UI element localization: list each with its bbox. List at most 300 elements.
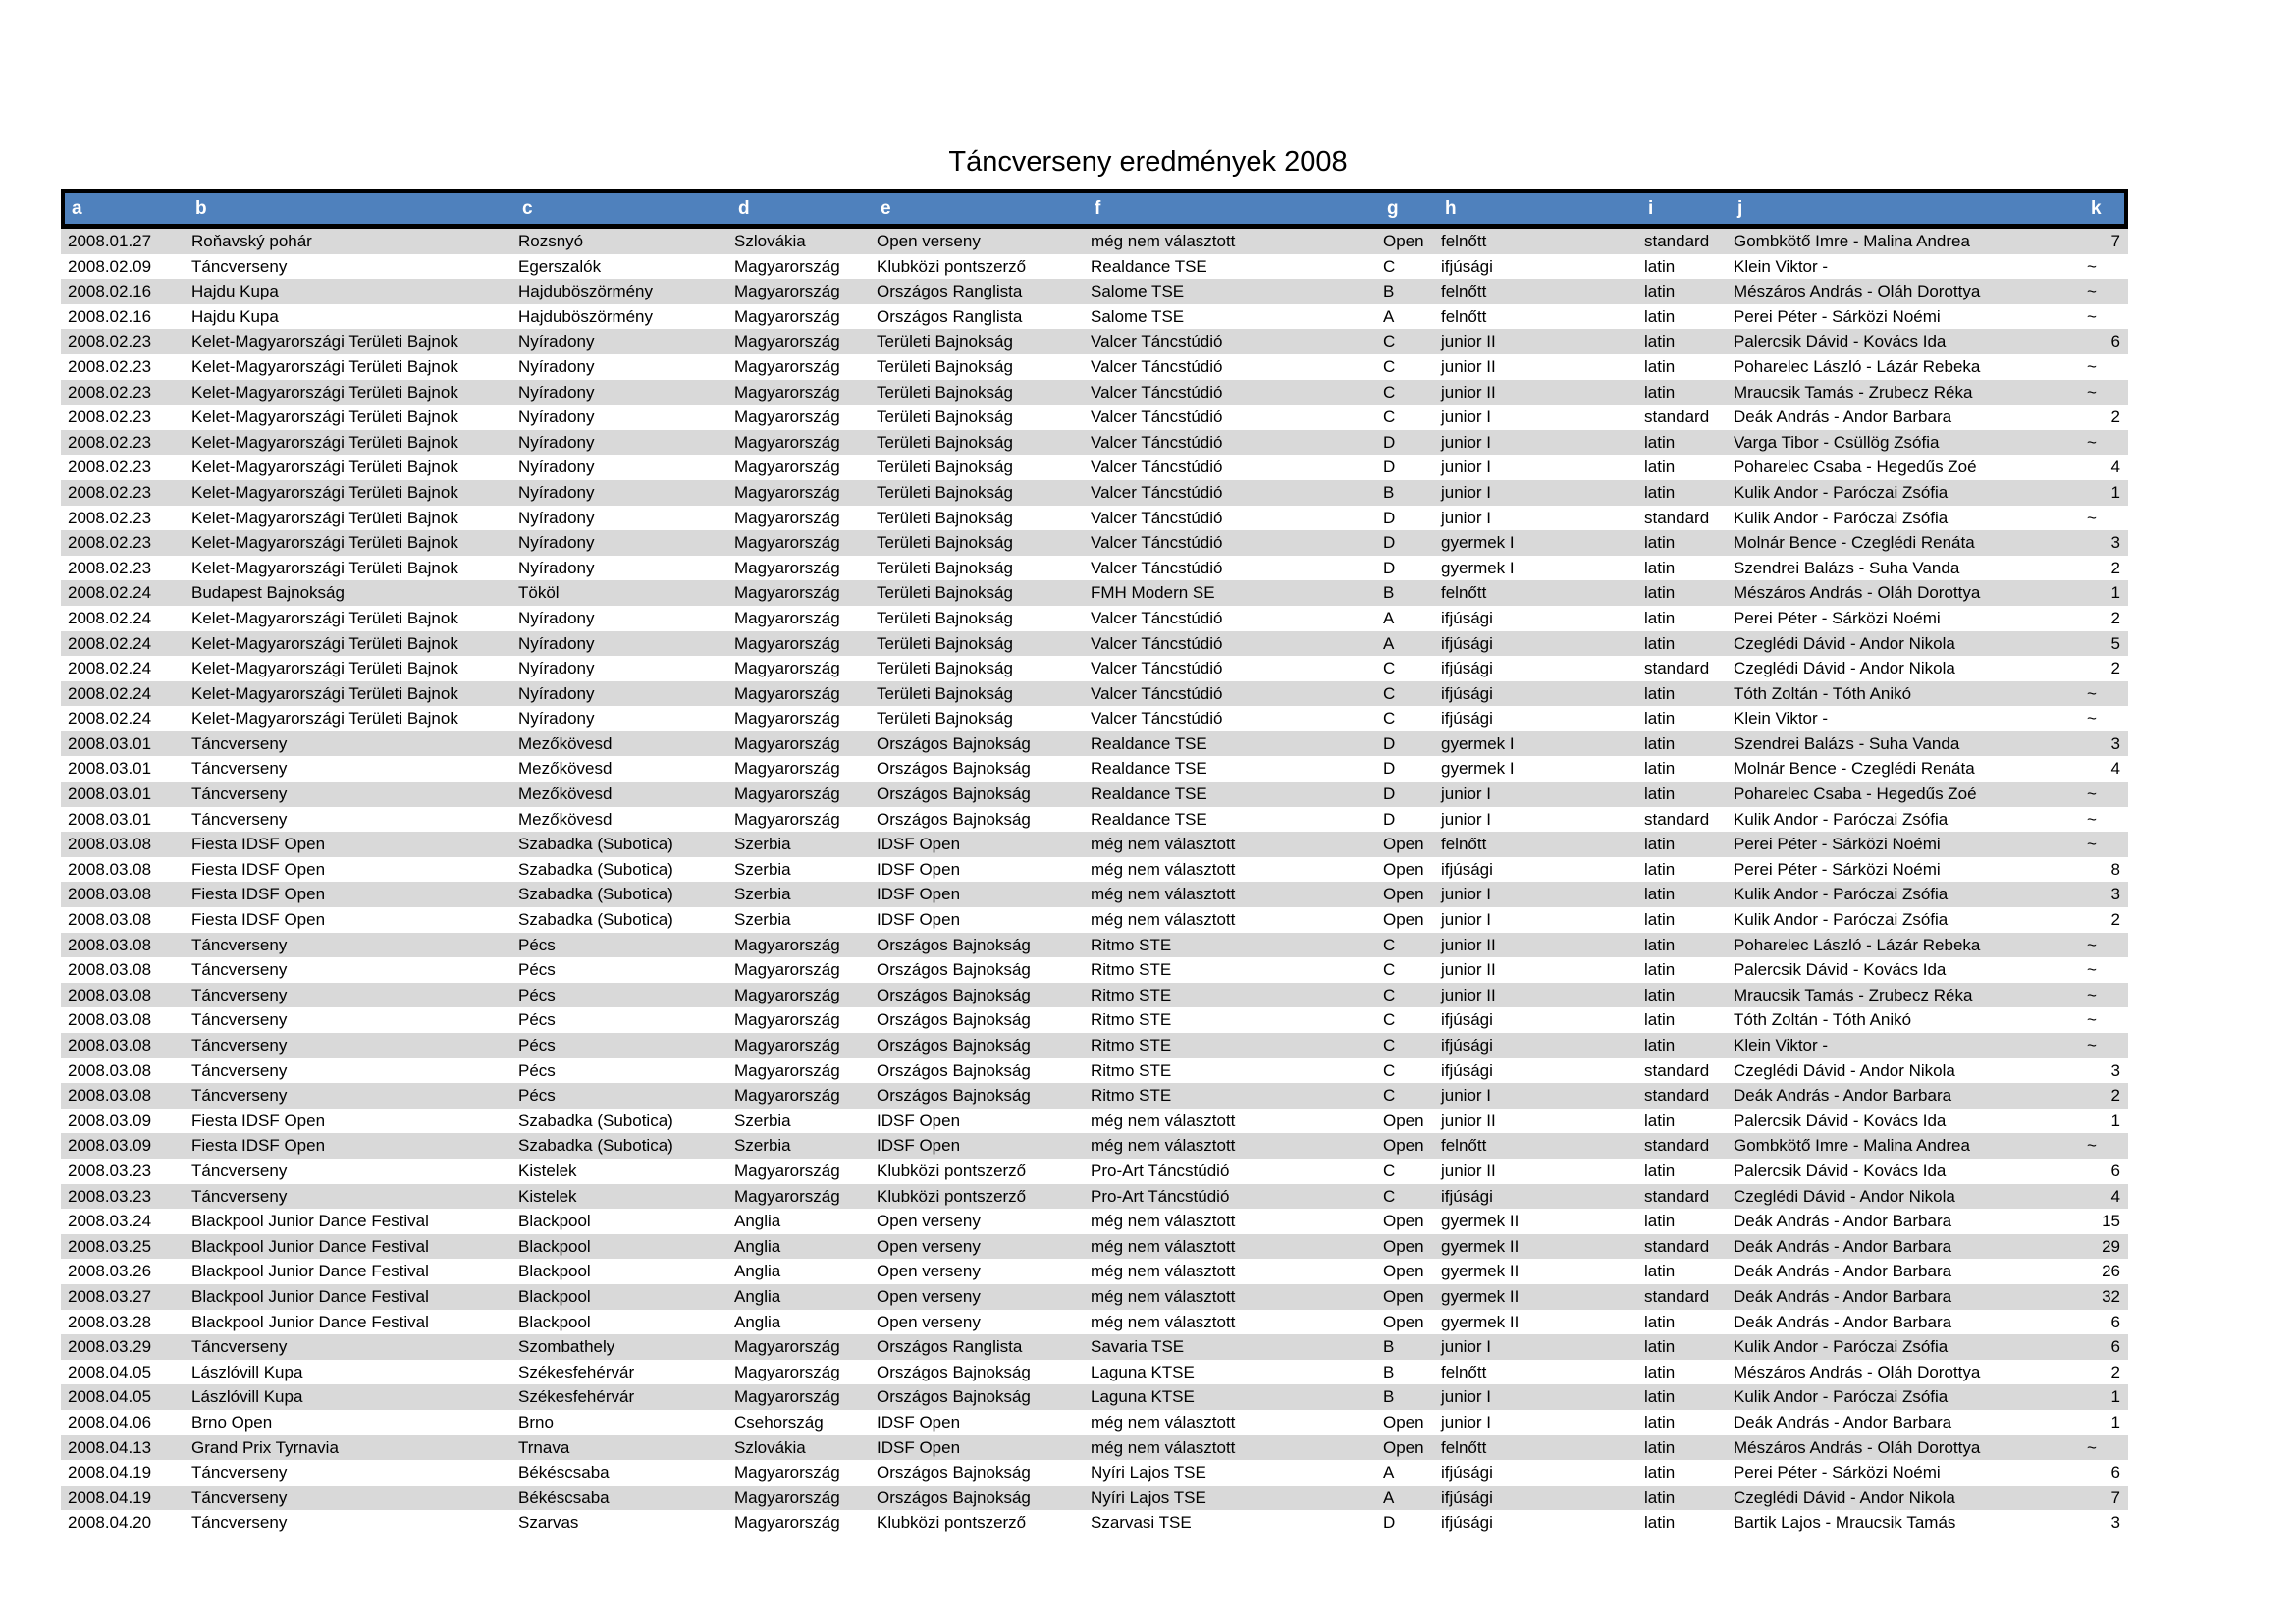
cell-h: junior II <box>1441 382 1496 402</box>
cell-d: Magyarország <box>734 1010 840 1030</box>
cell-a: 2008.01.27 <box>68 232 152 250</box>
table-row <box>61 304 2128 330</box>
cell-f: Valcer Táncstúdió <box>1091 382 1223 402</box>
cell-f: Ritmo STE <box>1091 1086 1172 1106</box>
cell-d: Magyarország <box>734 533 840 553</box>
cell-f: Salome TSE <box>1091 282 1185 301</box>
cell-g: B <box>1383 282 1395 301</box>
cell-i: latin <box>1644 885 1676 904</box>
cell-c: Pécs <box>518 960 556 980</box>
cell-a: 2008.04.05 <box>68 1362 152 1381</box>
cell-d: Szerbia <box>734 859 791 879</box>
cell-c: Nyíradony <box>518 432 595 452</box>
cell-g: C <box>1383 960 1396 980</box>
cell-g: C <box>1383 1161 1396 1180</box>
cell-f: még nem választott <box>1091 1236 1236 1256</box>
cell-e: Területi Bajnokság <box>877 332 1013 352</box>
cell-g: D <box>1383 759 1396 779</box>
table-row <box>61 229 2128 254</box>
cell-c: Rozsnyó <box>518 232 584 250</box>
table-row <box>61 1310 2128 1335</box>
table-row <box>61 1435 2128 1461</box>
cell-k: 2 <box>2110 558 2120 577</box>
cell-i: latin <box>1644 1437 1676 1457</box>
cell-b: Brno Open <box>191 1412 273 1432</box>
cell-a: 2008.03.08 <box>68 985 152 1004</box>
cell-j: Kulik Andor - Paróczai Zsófia <box>1734 809 1949 829</box>
cell-h: ifjúsági <box>1441 709 1493 729</box>
cell-e: IDSF Open <box>877 1437 961 1457</box>
cell-f: még nem választott <box>1091 1286 1236 1306</box>
cell-b: Kelet-Magyarországi Területi Bajnok <box>191 608 458 627</box>
cell-c: Nyíradony <box>518 533 595 553</box>
cell-b: Táncverseny <box>191 1513 288 1533</box>
cell-g: Open <box>1383 1110 1424 1130</box>
cell-b: Kelet-Magyarországi Területi Bajnok <box>191 533 458 553</box>
cell-i: latin <box>1644 432 1676 452</box>
cell-e: Országos Bajnokság <box>877 733 1031 753</box>
cell-c: Szabadka (Subotica) <box>518 1136 673 1156</box>
cell-h: felnőtt <box>1441 583 1487 603</box>
cell-k: 4 <box>2110 458 2120 477</box>
cell-j: Deák András - Andor Barbara <box>1734 1312 1952 1331</box>
cell-b: Táncverseny <box>191 1463 288 1483</box>
cell-k: 7 <box>2110 232 2120 250</box>
cell-e: Országos Bajnokság <box>877 759 1031 779</box>
cell-b: Táncverseny <box>191 1488 288 1507</box>
cell-f: Valcer Táncstúdió <box>1091 633 1223 653</box>
cell-i: standard <box>1644 1286 1710 1306</box>
cell-d: Magyarország <box>734 633 840 653</box>
cell-a: 2008.02.16 <box>68 306 152 326</box>
cell-f: még nem választott <box>1091 232 1236 250</box>
cell-b: Lászlóvill Kupa <box>191 1362 303 1381</box>
cell-k: 1 <box>2110 583 2120 603</box>
cell-f: Valcer Táncstúdió <box>1091 659 1223 678</box>
cell-h: junior I <box>1441 508 1492 527</box>
cell-c: Nyíradony <box>518 382 595 402</box>
cell-b: Kelet-Magyarországi Területi Bajnok <box>191 633 458 653</box>
cell-k: 15 <box>2102 1212 2120 1231</box>
cell-e: Klubközi pontszerző <box>877 1161 1027 1180</box>
cell-k: 7 <box>2110 1488 2120 1507</box>
cell-d: Szlovákia <box>734 232 806 250</box>
cell-g: Open <box>1383 1437 1424 1457</box>
table-row <box>61 1384 2128 1410</box>
cell-i: latin <box>1644 533 1676 553</box>
column-header-c: c <box>522 197 533 219</box>
cell-e: Országos Bajnokság <box>877 809 1031 829</box>
cell-g: C <box>1383 1186 1396 1206</box>
cell-h: ifjúsági <box>1441 256 1493 276</box>
table-row <box>61 631 2128 657</box>
cell-a: 2008.04.19 <box>68 1463 152 1483</box>
cell-k: ~ <box>2087 1036 2097 1055</box>
cell-a: 2008.03.23 <box>68 1186 152 1206</box>
table-body <box>61 229 2128 1536</box>
cell-c: Trnava <box>518 1437 570 1457</box>
cell-f: Valcer Táncstúdió <box>1091 432 1223 452</box>
cell-d: Magyarország <box>734 356 840 376</box>
cell-k: ~ <box>2087 709 2097 729</box>
cell-f: Realdance TSE <box>1091 256 1207 276</box>
cell-k: 1 <box>2110 1387 2120 1407</box>
cell-j: Czeglédi Dávid - Andor Nikola <box>1734 1186 1955 1206</box>
cell-h: junior I <box>1441 407 1492 427</box>
cell-a: 2008.03.01 <box>68 809 152 829</box>
cell-c: Szabadka (Subotica) <box>518 910 673 930</box>
cell-g: Open <box>1383 1286 1424 1306</box>
cell-d: Magyarország <box>734 432 840 452</box>
cell-g: Open <box>1383 232 1424 250</box>
cell-c: Nyíradony <box>518 683 595 703</box>
cell-d: Magyarország <box>734 306 840 326</box>
cell-b: Táncverseny <box>191 1186 288 1206</box>
cell-g: C <box>1383 407 1396 427</box>
cell-b: Táncverseny <box>191 960 288 980</box>
cell-g: C <box>1383 356 1396 376</box>
cell-j: Czeglédi Dávid - Andor Nikola <box>1734 659 1955 678</box>
cell-f: Valcer Táncstúdió <box>1091 709 1223 729</box>
cell-j: Palercsik Dávid - Kovács Ida <box>1734 1161 1947 1180</box>
cell-g: C <box>1383 1010 1396 1030</box>
cell-i: latin <box>1644 733 1676 753</box>
cell-i: latin <box>1644 784 1676 804</box>
cell-k: 6 <box>2110 1312 2120 1331</box>
cell-j: Perei Péter - Sárközi Noémi <box>1734 859 1941 879</box>
cell-k: 3 <box>2110 533 2120 553</box>
cell-f: még nem választott <box>1091 1312 1236 1331</box>
cell-h: felnőtt <box>1441 1136 1487 1156</box>
cell-d: Szerbia <box>734 1110 791 1130</box>
cell-e: Területi Bajnokság <box>877 709 1013 729</box>
cell-e: Területi Bajnokság <box>877 432 1013 452</box>
cell-g: A <box>1383 1463 1395 1483</box>
table-row <box>61 380 2128 406</box>
cell-e: Open verseny <box>877 1286 981 1306</box>
table-row <box>61 1334 2128 1360</box>
cell-e: Országos Bajnokság <box>877 935 1031 954</box>
cell-j: Poharelec Csaba - Hegedűs Zoé <box>1734 784 1977 804</box>
cell-d: Magyarország <box>734 382 840 402</box>
cell-k: ~ <box>2087 809 2097 829</box>
cell-b: Fiesta IDSF Open <box>191 1136 326 1156</box>
cell-j: Palercsik Dávid - Kovács Ida <box>1734 960 1947 980</box>
cell-h: junior I <box>1441 432 1492 452</box>
cell-f: Ritmo STE <box>1091 960 1172 980</box>
cell-k: ~ <box>2087 985 2097 1004</box>
cell-d: Magyarország <box>734 282 840 301</box>
cell-g: B <box>1383 1362 1395 1381</box>
cell-h: ifjúsági <box>1441 608 1493 627</box>
cell-a: 2008.03.08 <box>68 835 152 854</box>
cell-b: Táncverseny <box>191 784 288 804</box>
cell-k: ~ <box>2087 432 2097 452</box>
cell-g: D <box>1383 458 1396 477</box>
cell-b: Kelet-Magyarországi Területi Bajnok <box>191 482 458 502</box>
cell-k: ~ <box>2087 1437 2097 1457</box>
cell-a: 2008.04.06 <box>68 1412 152 1432</box>
cell-c: Hajduböszörmény <box>518 282 654 301</box>
cell-d: Anglia <box>734 1212 781 1231</box>
cell-c: Nyíradony <box>518 633 595 653</box>
cell-j: Mészáros András - Oláh Dorottya <box>1734 282 1981 301</box>
cell-f: Valcer Táncstúdió <box>1091 356 1223 376</box>
cell-j: Tóth Zoltán - Tóth Anikó <box>1734 1010 1912 1030</box>
cell-a: 2008.02.24 <box>68 633 152 653</box>
cell-d: Magyarország <box>734 256 840 276</box>
cell-j: Klein Viktor - <box>1734 1036 1829 1055</box>
cell-b: Lászlóvill Kupa <box>191 1387 303 1407</box>
table-row <box>61 1058 2128 1084</box>
cell-h: ifjúsági <box>1441 659 1493 678</box>
cell-j: Perei Péter - Sárközi Noémi <box>1734 1463 1941 1483</box>
cell-b: Táncverseny <box>191 1010 288 1030</box>
cell-d: Magyarország <box>734 1186 840 1206</box>
page-title: Táncverseny eredmények 2008 <box>948 146 1348 178</box>
table-row <box>61 254 2128 280</box>
cell-c: Tököl <box>518 583 560 603</box>
cell-e: Területi Bajnokság <box>877 458 1013 477</box>
cell-e: Területi Bajnokság <box>877 382 1013 402</box>
cell-c: Szombathely <box>518 1337 615 1357</box>
cell-i: latin <box>1644 1010 1676 1030</box>
cell-f: Realdance TSE <box>1091 809 1207 829</box>
cell-d: Magyarország <box>734 683 840 703</box>
cell-a: 2008.03.23 <box>68 1161 152 1180</box>
cell-h: gyermek II <box>1441 1286 1520 1306</box>
cell-e: Területi Bajnokság <box>877 407 1013 427</box>
cell-j: Deák András - Andor Barbara <box>1734 1412 1952 1432</box>
cell-c: Nyíradony <box>518 332 595 352</box>
cell-d: Magyarország <box>734 332 840 352</box>
cell-a: 2008.03.08 <box>68 859 152 879</box>
cell-g: A <box>1383 1488 1395 1507</box>
cell-e: Területi Bajnokság <box>877 659 1013 678</box>
cell-a: 2008.02.24 <box>68 659 152 678</box>
cell-h: gyermek I <box>1441 533 1515 553</box>
cell-b: Táncverseny <box>191 256 288 276</box>
table-row <box>61 1410 2128 1435</box>
cell-b: Fiesta IDSF Open <box>191 859 326 879</box>
cell-j: Varga Tibor - Csüllög Zsófia <box>1734 432 1940 452</box>
column-header-g: g <box>1387 197 1399 219</box>
cell-a: 2008.02.24 <box>68 683 152 703</box>
cell-k: 2 <box>2110 1086 2120 1106</box>
cell-a: 2008.02.24 <box>68 608 152 627</box>
cell-a: 2008.03.09 <box>68 1110 152 1130</box>
cell-i: latin <box>1644 985 1676 1004</box>
cell-d: Anglia <box>734 1286 781 1306</box>
cell-k: 3 <box>2110 885 2120 904</box>
cell-i: latin <box>1644 683 1676 703</box>
table-row <box>61 706 2128 731</box>
cell-j: Kulik Andor - Paróczai Zsófia <box>1734 1387 1949 1407</box>
cell-i: latin <box>1644 633 1676 653</box>
cell-d: Magyarország <box>734 482 840 502</box>
cell-f: még nem választott <box>1091 1412 1236 1432</box>
cell-a: 2008.02.23 <box>68 382 152 402</box>
table-row <box>61 530 2128 556</box>
cell-a: 2008.03.25 <box>68 1236 152 1256</box>
cell-k: ~ <box>2087 960 2097 980</box>
cell-i: latin <box>1644 356 1676 376</box>
cell-j: Molnár Bence - Czeglédi Renáta <box>1734 759 1975 779</box>
cell-k: 3 <box>2110 733 2120 753</box>
cell-e: Open verseny <box>877 1262 981 1281</box>
cell-f: Valcer Táncstúdió <box>1091 608 1223 627</box>
cell-f: Pro-Art Táncstúdió <box>1091 1186 1230 1206</box>
cell-h: gyermek II <box>1441 1236 1520 1256</box>
table-row <box>61 354 2128 380</box>
cell-e: Országos Ranglista <box>877 282 1023 301</box>
table-row <box>61 857 2128 883</box>
cell-b: Kelet-Magyarországi Területi Bajnok <box>191 558 458 577</box>
cell-h: junior I <box>1441 1337 1492 1357</box>
cell-d: Magyarország <box>734 935 840 954</box>
cell-h: ifjúsági <box>1441 1010 1493 1030</box>
cell-i: latin <box>1644 256 1676 276</box>
cell-a: 2008.04.05 <box>68 1387 152 1407</box>
cell-h: gyermek II <box>1441 1262 1520 1281</box>
cell-c: Pécs <box>518 935 556 954</box>
cell-i: standard <box>1644 809 1710 829</box>
cell-g: C <box>1383 659 1396 678</box>
cell-f: még nem választott <box>1091 1136 1236 1156</box>
cell-c: Pécs <box>518 985 556 1004</box>
cell-k: 3 <box>2110 1060 2120 1080</box>
cell-c: Brno <box>518 1412 554 1432</box>
cell-c: Nyíradony <box>518 508 595 527</box>
table-row <box>61 480 2128 506</box>
cell-h: gyermek I <box>1441 558 1515 577</box>
cell-b: Táncverseny <box>191 1060 288 1080</box>
cell-c: Mezőkövesd <box>518 784 613 804</box>
table-row <box>61 405 2128 430</box>
table-row <box>61 430 2128 456</box>
cell-k: 32 <box>2102 1286 2120 1306</box>
cell-e: Országos Bajnokság <box>877 1387 1031 1407</box>
cell-f: Realdance TSE <box>1091 733 1207 753</box>
cell-h: gyermek I <box>1441 733 1515 753</box>
cell-b: Grand Prix Tyrnavia <box>191 1437 339 1457</box>
cell-g: Open <box>1383 885 1424 904</box>
table-row <box>61 455 2128 480</box>
cell-b: Fiesta IDSF Open <box>191 910 326 930</box>
column-header-j: j <box>1737 197 1743 219</box>
cell-f: Laguna KTSE <box>1091 1362 1195 1381</box>
cell-h: junior I <box>1441 809 1492 829</box>
cell-h: junior II <box>1441 1110 1496 1130</box>
cell-a: 2008.03.08 <box>68 960 152 980</box>
cell-a: 2008.02.23 <box>68 407 152 427</box>
cell-i: latin <box>1644 935 1676 954</box>
cell-k: 2 <box>2110 659 2120 678</box>
cell-g: Open <box>1383 1236 1424 1256</box>
cell-j: Mraucsik Tamás - Zrubecz Réka <box>1734 985 1973 1004</box>
table-row <box>61 1510 2128 1536</box>
cell-i: latin <box>1644 1488 1676 1507</box>
cell-c: Blackpool <box>518 1262 591 1281</box>
cell-g: D <box>1383 809 1396 829</box>
table-row <box>61 983 2128 1008</box>
cell-i: standard <box>1644 1086 1710 1106</box>
cell-i: standard <box>1644 1236 1710 1256</box>
cell-e: Országos Bajnokság <box>877 1463 1031 1483</box>
cell-i: latin <box>1644 332 1676 352</box>
cell-d: Magyarország <box>734 1086 840 1106</box>
cell-j: Perei Péter - Sárközi Noémi <box>1734 306 1941 326</box>
cell-e: IDSF Open <box>877 910 961 930</box>
cell-d: Magyarország <box>734 1337 840 1357</box>
cell-a: 2008.03.08 <box>68 885 152 904</box>
table-row <box>61 1033 2128 1058</box>
cell-e: Területi Bajnokság <box>877 533 1013 553</box>
cell-k: 2 <box>2110 910 2120 930</box>
cell-f: Valcer Táncstúdió <box>1091 558 1223 577</box>
cell-d: Szerbia <box>734 1136 791 1156</box>
cell-i: latin <box>1644 1212 1676 1231</box>
cell-j: Mészáros András - Oláh Dorottya <box>1734 1437 1981 1457</box>
cell-i: latin <box>1644 306 1676 326</box>
cell-i: latin <box>1644 583 1676 603</box>
column-header-row <box>61 189 2128 229</box>
cell-d: Magyarország <box>734 1463 840 1483</box>
cell-f: Ritmo STE <box>1091 1036 1172 1055</box>
cell-j: Palercsik Dávid - Kovács Ida <box>1734 332 1947 352</box>
cell-h: ifjúsági <box>1441 859 1493 879</box>
cell-h: ifjúsági <box>1441 1036 1493 1055</box>
cell-c: Székesfehérvár <box>518 1387 635 1407</box>
cell-i: standard <box>1644 1060 1710 1080</box>
cell-c: Blackpool <box>518 1236 591 1256</box>
cell-i: latin <box>1644 1362 1676 1381</box>
cell-d: Magyarország <box>734 558 840 577</box>
cell-g: D <box>1383 432 1396 452</box>
table-row <box>61 807 2128 833</box>
cell-e: Területi Bajnokság <box>877 583 1013 603</box>
cell-k: 4 <box>2110 759 2120 779</box>
cell-j: Czeglédi Dávid - Andor Nikola <box>1734 1060 1955 1080</box>
cell-i: latin <box>1644 608 1676 627</box>
cell-h: junior I <box>1441 910 1492 930</box>
cell-c: Blackpool <box>518 1212 591 1231</box>
cell-i: standard <box>1644 407 1710 427</box>
cell-k: ~ <box>2087 935 2097 954</box>
cell-a: 2008.02.23 <box>68 356 152 376</box>
table-row <box>61 681 2128 707</box>
cell-d: Magyarország <box>734 583 840 603</box>
cell-j: Poharelec László - Lázár Rebeka <box>1734 935 1981 954</box>
cell-a: 2008.02.24 <box>68 709 152 729</box>
cell-a: 2008.03.08 <box>68 1060 152 1080</box>
cell-i: latin <box>1644 1312 1676 1331</box>
cell-c: Hajduböszörmény <box>518 306 654 326</box>
cell-k: ~ <box>2087 382 2097 402</box>
cell-d: Anglia <box>734 1312 781 1331</box>
cell-g: A <box>1383 306 1395 326</box>
cell-d: Magyarország <box>734 407 840 427</box>
cell-k: ~ <box>2087 683 2097 703</box>
cell-d: Magyarország <box>734 1060 840 1080</box>
cell-g: B <box>1383 1387 1395 1407</box>
cell-d: Magyarország <box>734 709 840 729</box>
cell-b: Fiesta IDSF Open <box>191 1110 326 1130</box>
column-header-h: h <box>1445 197 1457 219</box>
cell-g: B <box>1383 583 1395 603</box>
cell-d: Magyarország <box>734 458 840 477</box>
cell-i: latin <box>1644 859 1676 879</box>
